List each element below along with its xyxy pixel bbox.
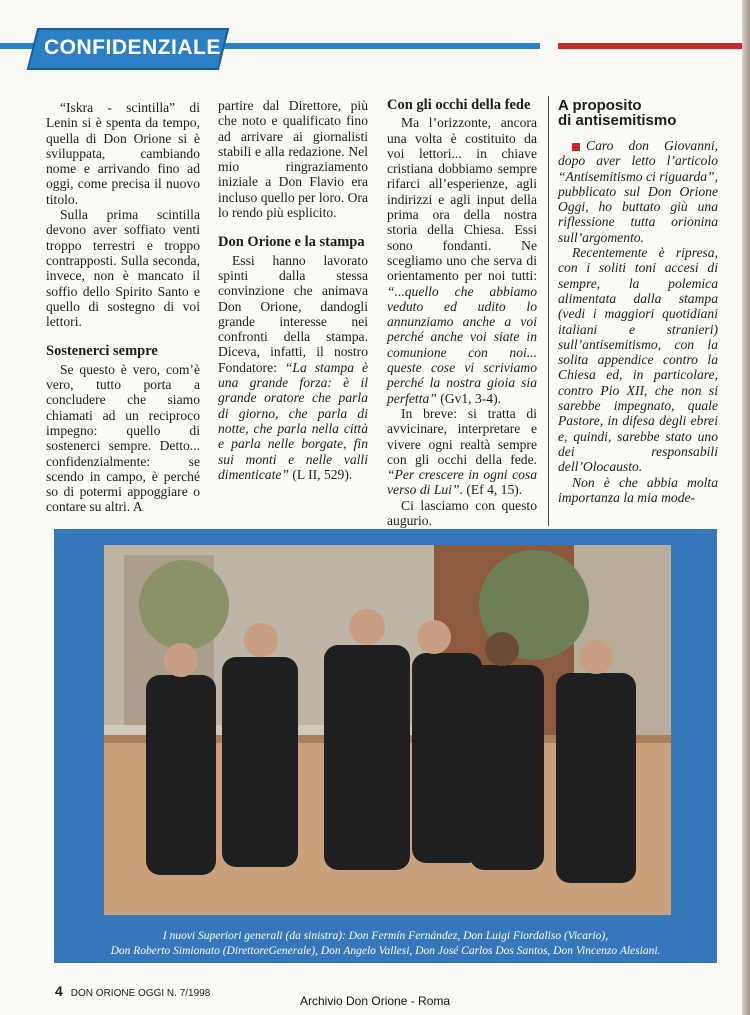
column-1 [46,100,200,515]
page-edge-shadow [742,0,750,1015]
archive-credit: Archivio Don Orione - Roma [300,994,451,1008]
sidebar-paragraph-1: Caro don Giovanni, dopo aver letto l’articolo “Antisemitismo ci riguarda”, pubblicato sul Don Orione Oggi, ho buttato giù una riflessione tutta orionina sull’argomento. [558,138,718,245]
col3-paragraph-3: Ci lasciamo con questo augurio. [387,497,537,529]
section-label: CONFIDENZIALE [44,36,221,59]
sidebar-paragraph-3: Non è che abbia molta importanza la mia mode- [558,474,718,505]
sidebar-heading: A proposito di antisemitismo [558,97,677,129]
column-divider [548,96,549,526]
photo-caption: I nuovi Superiori generali (da sinistra): Don Fermín Fernández, Don Luigi Fiordaliso (Vicario), Don Roberto Simionato (DirettoreGenerale), Don Angelo Vallesi, Don José Carlos Dos Santos, Don Vincenzo Alesiani. [110,930,661,957]
col1-paragraph-2: Sulla prima scintilla devono aver soffiato venti troppo terrestri e troppo contrapposti. Sulla seconda, invece, non è mancato il soffio dello Spirito Santo e quello di sostegno di voi lettori. [46,207,200,330]
col1-paragraph-3: Se questo è vero, com’è vero, tutto porta a concludere che siamo chiamati ad un reciproco impegno: quello di sostenerci sempre. Detto... confidenzialmente: se scendo in campo, è perché so di potermi appoggiare o contare su altri. A [46,361,200,515]
publication-info: DON ORIONE OGGI N. 7/1998 [70,988,211,999]
col3-paragraph-1: Ma l’orizzonte, ancora una volta è costituito da voi lettori... in chiave cristiana dobbiamo sempre rifarci all’esperienze, agli indirizzi e agli input della prima ora della nostra storia della Chiesa. Essi sono fondanti. Ne scegliamo uno che serva di orientamento per noi tutti: “...quello che abbiamo veduto ed udito lo annunziamo anche a voi perché anche voi siate in comunione con noi... queste cose vi scriviamo perché la nostra gioia sia perfetta” (Gv1, 3-4). [387,115,537,406]
col2-paragraph-1: partire dal Direttore, più che noto e qualificato fino ad arrivare ai giornalisti stabili e alla redazione. Nel mio ringraziamento iniziale a Don Flavio era incluso quello per loro. Ora lo rendo più esplicito. [218,98,368,221]
col1-heading: Sostenerci sempre [46,343,158,360]
column-2 [218,98,368,482]
group-photo [104,545,671,915]
sidebar-column [558,98,718,505]
group-photo-illustration [104,545,671,915]
column-3 [387,98,537,528]
page-number: 4 [55,983,63,999]
col2-heading: Don Orione e la stampa [218,234,365,251]
col3-paragraph-2: In breve: si tratta di avvicinare, interpretare e vivere ogni realtà sempre con gli occhi della fede. “Per crescere in ogni cosa verso di Lui”. (Ef 4, 15). [387,405,537,498]
col2-paragraph-2: Essi hanno lavorato spinti dalla stessa convinzione che animava Don Orione, dandogli grande interesse nei confronti della stampa. Diceva, infatti, il nostro Fondatore: “La stampa è una grande forza: è il grande oratore che parla di giorno, che parla di notte, che parla nella città e parla nelle borgate, fin sui monti e nelle valli dimenticate” (L II, 529). [218,252,368,482]
sidebar-paragraph-2: Recentemente è ripresa, con i soliti toni accesi di sempre, la polemica alimentata dalla stampa (vedi i maggiori quotidiani italiani e stranieri) sull’antisemitismo, con la solita appendice contro la Chiesa ed, in particolare, contro Pio XII, che non si sarebbe impegnato, quale Pastore, in difesa degli ebrei e, quindi, sarebbe stato uno dei responsabili dell’Olocausto. [558,245,718,475]
col1-paragraph-1: “Iskra - scintilla” di Lenin si è spenta da tempo, quella di Don Orione si è sviluppata, cambiando nome e arrivando fino ad oggi, come precisa il nuovo titolo. [46,100,200,207]
sidebar-red-rule [558,43,750,49]
col3-heading: Con gli occhi della fede [387,97,531,113]
red-square-bullet-icon [572,143,580,151]
page-footer [55,983,210,999]
